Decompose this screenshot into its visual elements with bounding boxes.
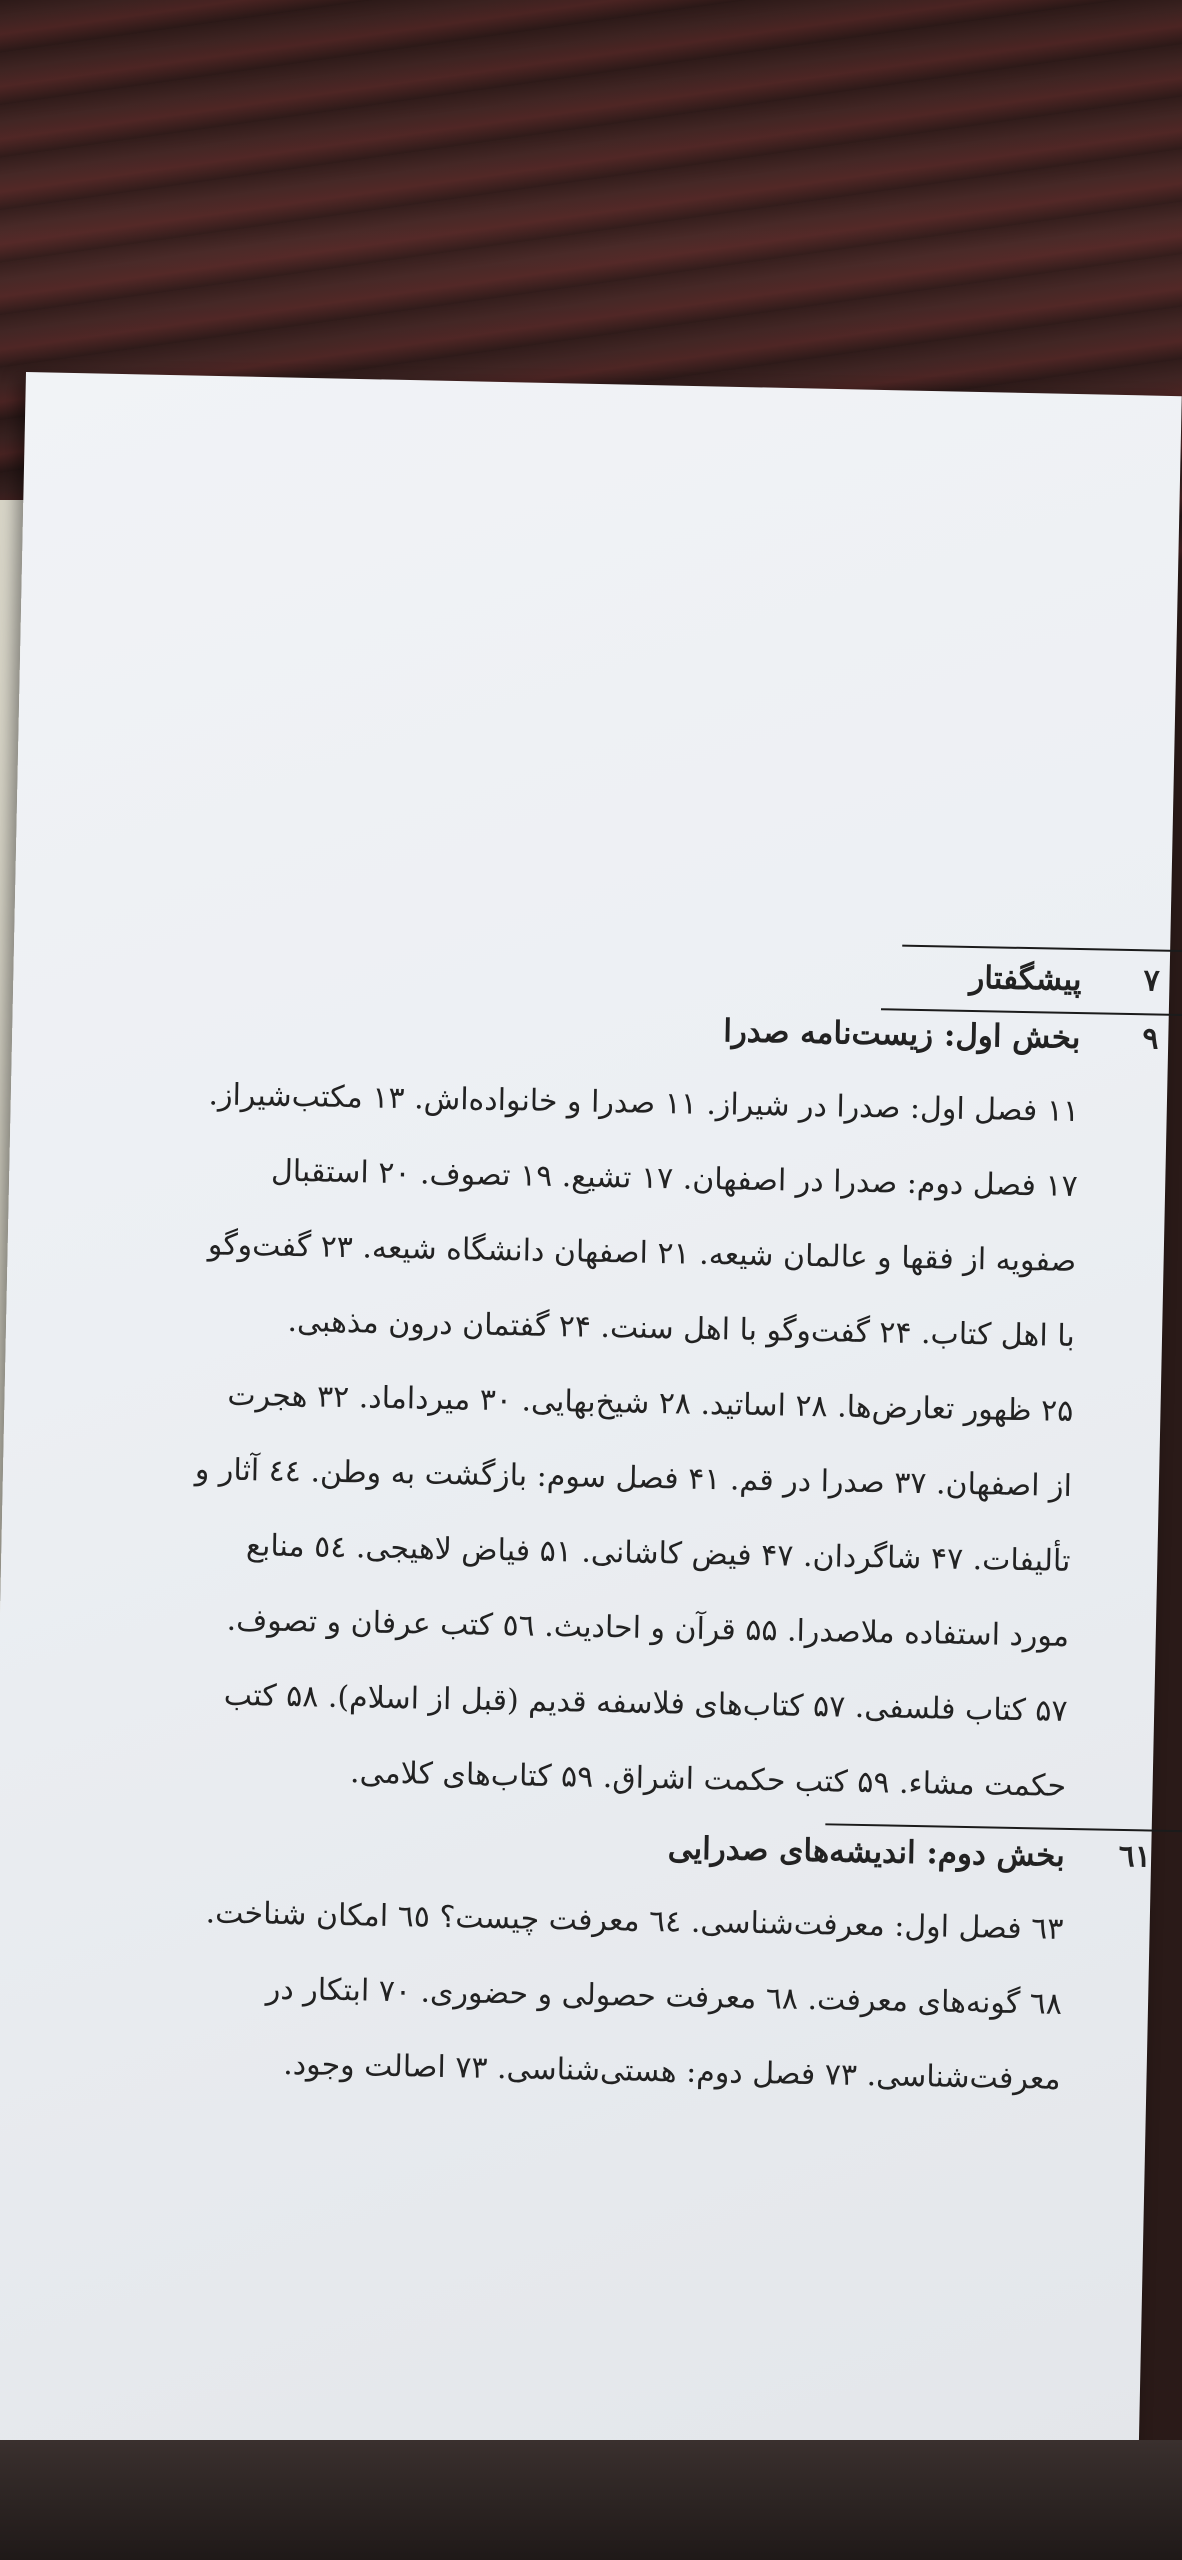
toc-part1-body [74,1055,1180,1826]
toc-line: ۱۱ فصل اول: صدرا در شیراز. ۱۱ صدرا و خانواده‌اش. ۱۳ مکتب‌شیراز. [208,1077,1080,1130]
toc-page-number: ٦١ [1118,1838,1152,1875]
toc-line: ٦٨ گونه‌های معرفت. ٦٨ معرفت حصولی و حضوری. ۷۰ ابتکار در [265,1971,1063,2022]
toc-line: مورد استفاده ملاصدرا. ۵۵ قرآن و احادیث. ٥٦ کتب عرفان و تصوف. [226,1602,1070,1654]
toc-line: حکمت مشاء. ۵۹ کتب حکمت اشراق. ۵۹ کتاب‌های کلامی. [349,1755,1067,1804]
toc-line: ۱۷ فصل دوم: صدرا در اصفهان. ۱۷ تشیع. ۱۹ تصوف. ۲۰ استقبال [270,1153,1078,1205]
toc-part2-body [68,1873,1164,2119]
toc-line: ۵۷ کتاب فلسفی. ۵۷ کتاب‌های فلاسفه قدیم (قبل از اسلام). ۵۸ کتب [223,1677,1068,1729]
toc-line: معرفت‌شناسی. ۷۳ فصل دوم: هستی‌شناسی. ۷۳ اصالت وجود. [282,2046,1061,2097]
dark-surface-bottom [0,2440,1182,2560]
toc-line: صفویه از فقها و عالمان شیعه. ۲۱ اصفهان دانشگاه شیعه. ۲۳ گفت‌وگو [207,1227,1077,1280]
toc-line: ۲۵ ظهور تعارض‌ها. ۲۸ اساتید. ۲۸ شیخ‌بهایی. ۳۰ میرداماد. ۳۲ هجرت [227,1377,1074,1429]
toc-title-part2: بخش دوم: اندیشه‌های صدرایی [667,1830,1066,1874]
toc-line: با اهل کتاب. ۲۴ گفت‌وگو با اهل سنت. ۲۴ گفتمان درون مذهبی. [287,1303,1076,1355]
toc-line: ٦٣ فصل اول: معرفت‌شناسی. ٦٤ معرفت چیست؟ ٦٥ امکان شناخت. [205,1895,1064,1947]
toc-page-number: ۹ [1142,1021,1159,1057]
toc-title-part1: بخش اول: زیست‌نامه صدرا [722,1013,1081,1057]
toc-line: تألیفات. ۴۷ شاگردان. ۴۷ فیض کاشانی. ۵۱ فیاض لاهیجی. ٥٤ منابع [245,1528,1071,1579]
toc-line: از اصفهان. ۳۷ صدرا در قم. ۴۱ فصل سوم: بازگشت به وطن. ٤٤ آثار و [194,1452,1073,1504]
toc-title-preface: پیشگفتار [969,959,1082,999]
table-of-contents [68,939,1182,2119]
toc-page-number: ۷ [1143,963,1160,999]
